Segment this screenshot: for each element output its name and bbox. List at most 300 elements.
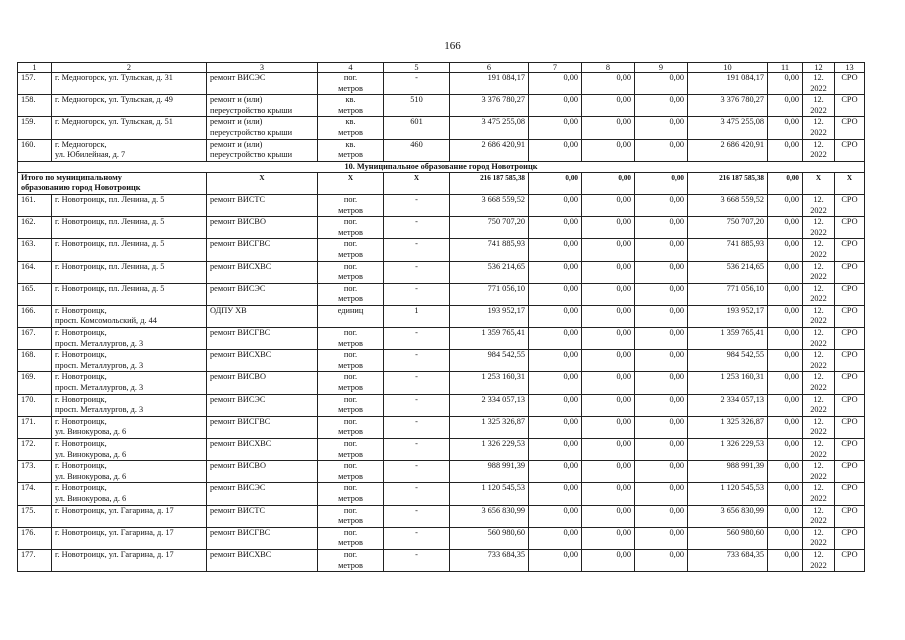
date-cell: [803, 261, 835, 283]
total-cost-cell: 1 325 326,87: [450, 416, 529, 438]
quantity-cell: -: [384, 461, 450, 483]
unit-cell: [318, 439, 384, 461]
cost-cell: 0,00: [768, 139, 803, 161]
cost-cell: 0,00: [635, 394, 688, 416]
unit-cell-line: метров: [338, 294, 363, 304]
cost-cell: 0,00: [582, 394, 635, 416]
capital-repair-table: [17, 62, 865, 572]
table-row: [18, 117, 865, 139]
cost-cell: 0,00: [582, 439, 635, 461]
unit-cell-line: метров: [338, 471, 363, 481]
address-cell: [52, 95, 207, 117]
row-number: 161.: [18, 194, 52, 216]
date-cell: [803, 483, 835, 505]
work-type-cell: [207, 95, 318, 117]
cost-cell: 0,00: [529, 305, 582, 327]
total-label-line: Итого по муниципальному: [21, 172, 122, 182]
source-cell: СРО: [835, 416, 865, 438]
address-cell-line: г. Новотроицк, ул. Гагарина, д. 17: [55, 527, 174, 537]
column-header: 3: [207, 63, 318, 73]
row-number: 165.: [18, 283, 52, 305]
date-cell-line: 2022: [810, 538, 827, 548]
total-sum: 216 187 585,38: [450, 172, 529, 194]
address-cell-line: ул. Винокурова, д. 6: [55, 427, 127, 437]
total-cost-cell: 3 656 830,99: [450, 505, 529, 527]
cost-cell: 0,00: [529, 549, 582, 571]
column-header: 9: [635, 63, 688, 73]
cost-cell: 0,00: [635, 261, 688, 283]
cost-cell: 0,00: [635, 350, 688, 372]
work-type-cell: [207, 461, 318, 483]
address-cell-line: г. Новотроицк, пл. Ленина, д. 5: [55, 217, 165, 227]
cost-cell: 0,00: [635, 194, 688, 216]
total-sum: 216 187 585,38: [688, 172, 768, 194]
cost-cell: 0,00: [582, 283, 635, 305]
total-label-line: образованию город Новотроицк: [21, 183, 141, 193]
unit-cell-line: метров: [338, 83, 363, 93]
date-cell-line: 2022: [810, 449, 827, 459]
total-cost-cell: 191 084,17: [450, 73, 529, 95]
cost-cell: 0,00: [529, 194, 582, 216]
row-number: 173.: [18, 461, 52, 483]
unit-cell-line: пог.: [343, 328, 358, 338]
cost-cell: 0,00: [529, 217, 582, 239]
table-row: [18, 139, 865, 161]
date-cell-line: 12.: [813, 305, 824, 315]
work-type-cell-line: ремонт и (или): [210, 117, 263, 127]
date-cell-line: 2022: [810, 205, 827, 215]
address-cell-line: просп. Металлургов, д. 3: [55, 383, 144, 393]
address-cell-line: г. Новотроицк,: [55, 461, 107, 471]
work-type-cell-line: ремонт ВИСТС: [210, 194, 266, 204]
cost-cell: 3 376 780,27: [688, 95, 768, 117]
total-value: 0,00: [582, 172, 635, 194]
date-cell-line: 2022: [810, 249, 827, 259]
unit-cell: [318, 527, 384, 549]
unit-cell: [318, 461, 384, 483]
source-cell: СРО: [835, 95, 865, 117]
row-number: 175.: [18, 505, 52, 527]
row-number: 170.: [18, 394, 52, 416]
work-type-cell-line: ремонт ВИСЭС: [210, 73, 266, 82]
cost-cell: 0,00: [768, 328, 803, 350]
cost-cell: 0,00: [635, 73, 688, 95]
cost-cell: 3 656 830,99: [688, 505, 768, 527]
cost-cell: 0,00: [768, 194, 803, 216]
address-cell-line: ул. Винокурова, д. 6: [55, 449, 127, 459]
cost-cell: 0,00: [768, 527, 803, 549]
date-cell-line: 2022: [810, 493, 827, 503]
unit-cell-line: метров: [338, 127, 363, 137]
row-number: 171.: [18, 416, 52, 438]
unit-cell-line: пог.: [343, 439, 358, 448]
cost-cell: 3 668 559,52: [688, 194, 768, 216]
total-x: Х: [835, 172, 865, 194]
date-cell-line: 2022: [810, 105, 827, 115]
source-cell: СРО: [835, 239, 865, 261]
source-cell: СРО: [835, 73, 865, 95]
work-type-cell-line: переустройство крыши: [210, 105, 293, 115]
unit-cell: [318, 217, 384, 239]
address-cell-line: г. Медногорск, ул. Тульская, д. 51: [55, 117, 173, 127]
source-cell: СРО: [835, 217, 865, 239]
cost-cell: 0,00: [582, 305, 635, 327]
table-row: [18, 217, 865, 239]
total-cost-cell: 1 120 545,53: [450, 483, 529, 505]
column-header: 10: [688, 63, 768, 73]
unit-cell: [318, 505, 384, 527]
cost-cell: 0,00: [529, 350, 582, 372]
unit-cell: [318, 328, 384, 350]
row-number: 159.: [18, 117, 52, 139]
work-type-cell-line: ремонт ВИСГВС: [210, 239, 271, 249]
total-cost-cell: 3 475 255,08: [450, 117, 529, 139]
address-cell-line: г. Медногорск, ул. Тульская, д. 31: [55, 73, 173, 82]
work-type-cell-line: ремонт ВИСЭС: [210, 394, 266, 404]
cost-cell: 0,00: [768, 416, 803, 438]
cost-cell: 0,00: [582, 117, 635, 139]
date-cell: [803, 194, 835, 216]
source-cell: СРО: [835, 372, 865, 394]
cost-cell: 0,00: [768, 394, 803, 416]
address-cell-line: просп. Металлургов, д. 3: [55, 338, 144, 348]
source-cell: СРО: [835, 139, 865, 161]
cost-cell: 0,00: [529, 139, 582, 161]
table-row: [18, 461, 865, 483]
unit-cell-line: пог.: [343, 239, 358, 249]
row-number: 169.: [18, 372, 52, 394]
date-cell-line: 12.: [813, 283, 824, 293]
work-type-cell-line: ремонт ВИСЭС: [210, 483, 266, 493]
unit-cell-line: кв.: [345, 117, 356, 127]
address-cell-line: г. Новотроицк,: [55, 439, 107, 448]
cost-cell: 0,00: [582, 194, 635, 216]
unit-cell-line: пог.: [343, 73, 358, 82]
cost-cell: 0,00: [582, 461, 635, 483]
column-header: 11: [768, 63, 803, 73]
work-type-cell-line: ремонт ВИСГВС: [210, 527, 271, 537]
date-cell: [803, 416, 835, 438]
cost-cell: 0,00: [582, 416, 635, 438]
work-type-cell: [207, 283, 318, 305]
table-row: [18, 350, 865, 372]
column-header: 2: [52, 63, 207, 73]
cost-cell: 0,00: [582, 549, 635, 571]
source-cell: СРО: [835, 305, 865, 327]
cost-cell: 0,00: [635, 527, 688, 549]
table-row: [18, 394, 865, 416]
cost-cell: 0,00: [768, 305, 803, 327]
row-number: 172.: [18, 439, 52, 461]
cost-cell: 750 707,20: [688, 217, 768, 239]
unit-cell: [318, 350, 384, 372]
unit-cell-line: пог.: [343, 261, 358, 271]
source-cell: СРО: [835, 549, 865, 571]
unit-cell: [318, 549, 384, 571]
row-number: 166.: [18, 305, 52, 327]
cost-cell: 0,00: [582, 95, 635, 117]
cost-cell: 2 686 420,91: [688, 139, 768, 161]
cost-cell: 0,00: [529, 95, 582, 117]
date-cell-line: 2022: [810, 294, 827, 304]
date-cell: [803, 283, 835, 305]
total-cost-cell: 3 376 780,27: [450, 95, 529, 117]
date-cell-line: 2022: [810, 471, 827, 481]
table-row: [18, 483, 865, 505]
cost-cell: 0,00: [582, 372, 635, 394]
cost-cell: 0,00: [768, 95, 803, 117]
row-number: 167.: [18, 328, 52, 350]
cost-cell: 1 326 229,53: [688, 439, 768, 461]
unit-cell: [318, 394, 384, 416]
quantity-cell: 510: [384, 95, 450, 117]
section-title-row: [18, 161, 865, 172]
cost-cell: 0,00: [582, 73, 635, 95]
date-cell-line: 12.: [813, 95, 824, 105]
cost-cell: 0,00: [582, 217, 635, 239]
date-cell: [803, 439, 835, 461]
address-cell: [52, 439, 207, 461]
work-type-cell-line: ремонт ВИСХВС: [210, 350, 272, 360]
unit-cell-line: пог.: [343, 217, 358, 227]
date-cell-line: 2022: [810, 405, 827, 415]
unit-cell-line: метров: [338, 205, 363, 215]
table-row: [18, 505, 865, 527]
unit-cell: [318, 283, 384, 305]
address-cell-line: г. Новотроицк, ул. Гагарина, д. 17: [55, 505, 174, 515]
cost-cell: 3 475 255,08: [688, 117, 768, 139]
total-cost-cell: 1 359 765,41: [450, 328, 529, 350]
row-number: 174.: [18, 483, 52, 505]
unit-cell-line: метров: [338, 449, 363, 459]
date-cell-line: 2022: [810, 427, 827, 437]
total-label: [18, 172, 207, 194]
date-cell-line: 2022: [810, 127, 827, 137]
date-cell-line: 2022: [810, 150, 827, 160]
column-header: 13: [835, 63, 865, 73]
table-row: [18, 439, 865, 461]
unit-cell-line: метров: [338, 105, 363, 115]
unit-cell-line: метров: [338, 516, 363, 526]
address-cell-line: г. Новотроицк,: [55, 372, 107, 382]
cost-cell: 0,00: [635, 117, 688, 139]
unit-cell: [318, 483, 384, 505]
source-cell: СРО: [835, 483, 865, 505]
address-cell: [52, 73, 207, 95]
column-header: 6: [450, 63, 529, 73]
cost-cell: 988 991,39: [688, 461, 768, 483]
cost-cell: 0,00: [582, 483, 635, 505]
address-cell: [52, 261, 207, 283]
date-cell-line: 2022: [810, 360, 827, 370]
row-number: 162.: [18, 217, 52, 239]
work-type-cell-line: ремонт ВИСХВС: [210, 549, 272, 559]
unit-cell-line: метров: [338, 360, 363, 370]
table-row: [18, 527, 865, 549]
work-type-cell-line: ремонт и (или): [210, 95, 263, 105]
address-cell: [52, 283, 207, 305]
date-cell-line: 12.: [813, 194, 824, 204]
row-number: 164.: [18, 261, 52, 283]
cost-cell: 0,00: [635, 505, 688, 527]
cost-cell: 0,00: [768, 461, 803, 483]
unit-cell: [318, 117, 384, 139]
cost-cell: 0,00: [768, 261, 803, 283]
cost-cell: 0,00: [635, 461, 688, 483]
cost-cell: 0,00: [635, 305, 688, 327]
work-type-cell-line: ремонт ВИСВО: [210, 217, 266, 227]
cost-cell: 0,00: [529, 73, 582, 95]
work-type-cell-line: ремонт ВИСГВС: [210, 416, 271, 426]
date-cell-line: 12.: [813, 217, 824, 227]
column-header: 8: [582, 63, 635, 73]
date-cell-line: 12.: [813, 139, 824, 149]
address-cell-line: просп. Металлургов, д. 3: [55, 360, 144, 370]
address-cell-line: г. Новотроицк, ул. Гагарина, д. 17: [55, 549, 174, 559]
cost-cell: 0,00: [529, 328, 582, 350]
work-type-cell: [207, 394, 318, 416]
work-type-cell: [207, 305, 318, 327]
address-cell-line: г. Новотроицк,: [55, 416, 107, 426]
quantity-cell: -: [384, 217, 450, 239]
work-type-cell-line: ОДПУ ХВ: [210, 305, 247, 315]
source-cell: СРО: [835, 505, 865, 527]
address-cell: [52, 505, 207, 527]
address-cell: [52, 483, 207, 505]
address-cell-line: ул. Винокурова, д. 6: [55, 493, 127, 503]
address-cell-line: г. Новотроицк,: [55, 350, 107, 360]
work-type-cell-line: ремонт ВИСВО: [210, 461, 266, 471]
column-header: 5: [384, 63, 450, 73]
cost-cell: 0,00: [635, 483, 688, 505]
column-header: 12: [803, 63, 835, 73]
date-cell: [803, 394, 835, 416]
cost-cell: 0,00: [529, 261, 582, 283]
total-cost-cell: 741 885,93: [450, 239, 529, 261]
address-cell: [52, 239, 207, 261]
date-cell: [803, 139, 835, 161]
unit-cell: [318, 261, 384, 283]
date-cell: [803, 372, 835, 394]
cost-cell: 0,00: [768, 505, 803, 527]
source-cell: СРО: [835, 350, 865, 372]
date-cell-line: 12.: [813, 483, 824, 493]
date-cell-line: 12.: [813, 239, 824, 249]
cost-cell: 733 684,35: [688, 549, 768, 571]
address-cell-line: г. Новотроицк,: [55, 328, 107, 338]
work-type-cell: [207, 549, 318, 571]
unit-cell-line: метров: [338, 272, 363, 282]
work-type-cell-line: ремонт ВИСХВС: [210, 261, 272, 271]
cost-cell: 1 359 765,41: [688, 328, 768, 350]
work-type-cell: [207, 328, 318, 350]
cost-cell: 0,00: [529, 416, 582, 438]
table-row: [18, 372, 865, 394]
unit-cell: [318, 305, 384, 327]
address-cell: [52, 194, 207, 216]
cost-cell: 0,00: [635, 139, 688, 161]
unit-cell-line: метров: [338, 427, 363, 437]
address-cell: [52, 217, 207, 239]
work-type-cell: [207, 416, 318, 438]
cost-cell: 0,00: [635, 416, 688, 438]
unit-cell-line: пог.: [343, 394, 358, 404]
source-cell: СРО: [835, 461, 865, 483]
cost-cell: 191 084,17: [688, 73, 768, 95]
quantity-cell: -: [384, 261, 450, 283]
quantity-cell: 460: [384, 139, 450, 161]
quantity-cell: -: [384, 549, 450, 571]
date-cell-line: 2022: [810, 83, 827, 93]
row-number: 157.: [18, 73, 52, 95]
address-cell-line: г. Медногорск, ул. Тульская, д. 49: [55, 95, 173, 105]
cost-cell: 0,00: [529, 527, 582, 549]
date-cell-line: 2022: [810, 316, 827, 326]
work-type-cell: [207, 372, 318, 394]
total-row: [18, 172, 865, 194]
date-cell-line: 12.: [813, 328, 824, 338]
address-cell-line: просп. Комсомольский, д. 44: [55, 316, 157, 326]
cost-cell: 984 542,55: [688, 350, 768, 372]
quantity-cell: 601: [384, 117, 450, 139]
total-cost-cell: 1 253 160,31: [450, 372, 529, 394]
cost-cell: 0,00: [768, 549, 803, 571]
total-cost-cell: 2 334 057,13: [450, 394, 529, 416]
quantity-cell: -: [384, 328, 450, 350]
cost-cell: 0,00: [529, 117, 582, 139]
unit-cell-line: пог.: [343, 372, 358, 382]
work-type-cell-line: ремонт и (или): [210, 139, 263, 149]
address-cell-line: г. Новотроицк,: [55, 305, 107, 315]
table-row: [18, 239, 865, 261]
date-cell-line: 12.: [813, 505, 824, 515]
quantity-cell: 1: [384, 305, 450, 327]
total-x: Х: [207, 172, 318, 194]
total-cost-cell: 984 542,55: [450, 350, 529, 372]
date-cell-line: 2022: [810, 272, 827, 282]
table-row: [18, 261, 865, 283]
unit-cell: [318, 73, 384, 95]
row-number: 168.: [18, 350, 52, 372]
cost-cell: 0,00: [768, 73, 803, 95]
cost-cell: 0,00: [582, 261, 635, 283]
unit-cell: [318, 95, 384, 117]
date-cell-line: 12.: [813, 73, 824, 82]
date-cell: [803, 73, 835, 95]
page-number: 166: [444, 40, 461, 52]
source-cell: СРО: [835, 117, 865, 139]
cost-cell: 0,00: [529, 505, 582, 527]
cost-cell: 0,00: [529, 461, 582, 483]
row-number: 176.: [18, 527, 52, 549]
address-cell: [52, 416, 207, 438]
unit-cell-line: метров: [338, 493, 363, 503]
quantity-cell: -: [384, 372, 450, 394]
cost-cell: 0,00: [529, 283, 582, 305]
unit-cell-line: метров: [338, 538, 363, 548]
total-x: Х: [384, 172, 450, 194]
total-x: Х: [803, 172, 835, 194]
unit-cell-line: метров: [338, 560, 363, 570]
total-cost-cell: 771 056,10: [450, 283, 529, 305]
date-cell: [803, 549, 835, 571]
date-cell-line: 12.: [813, 439, 824, 448]
address-cell-line: г. Новотроицк, пл. Ленина, д. 5: [55, 194, 165, 204]
work-type-cell-line: ремонт ВИСТС: [210, 505, 266, 515]
quantity-cell: -: [384, 527, 450, 549]
date-cell: [803, 239, 835, 261]
cost-cell: 0,00: [635, 549, 688, 571]
